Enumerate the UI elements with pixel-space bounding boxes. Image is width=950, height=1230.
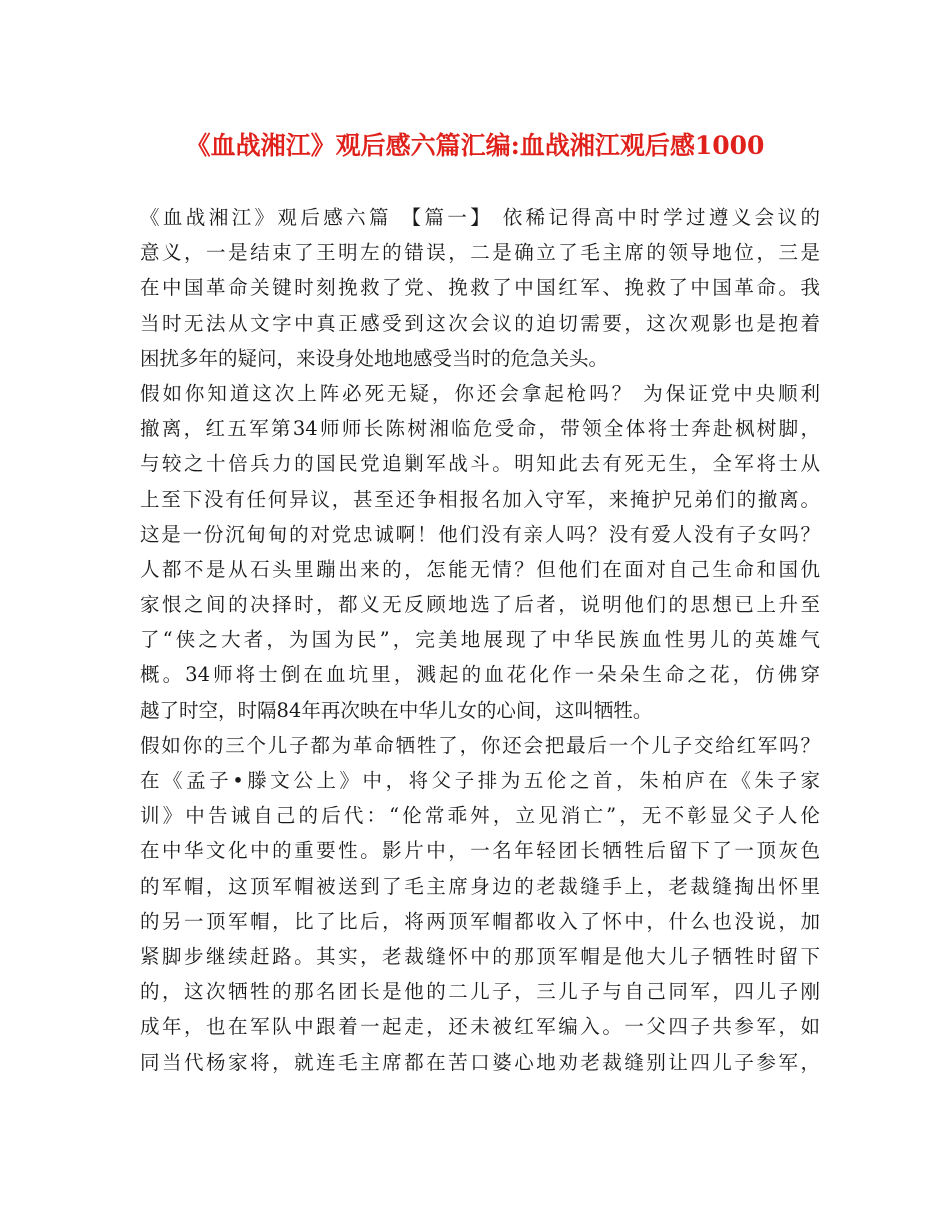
text-line: 紧脚步继续赶路。其实，老裁缝怀中的那顶军帽是他大儿子牺牲时留下 bbox=[140, 944, 820, 968]
text-line: 这是一份沉甸甸的对党忠诚啊！他们没有亲人吗？没有爱人没有子女吗？ bbox=[140, 522, 820, 546]
text-line: 在中华文化中的重要性。影片中，一名年轻团长牺牲后留下了一顶灰色 bbox=[140, 839, 820, 863]
text-line: 假如你知道这次上阵必死无疑，你还会拿起枪吗？ 为保证党中央顺利 bbox=[140, 381, 820, 405]
text-line: 人都不是从石头里蹦出来的，怎能无情？但他们在面对自己生命和国仇 bbox=[140, 557, 820, 581]
text-line: 假如你的三个儿子都为革命牺牲了，你还会把最后一个儿子交给红军吗？ bbox=[140, 733, 820, 757]
text-line: 的另一顶军帽，比了比后，将两顶军帽都收入了怀中，什么也没说，加 bbox=[140, 909, 820, 933]
text-line: 撤离，红五军第34师师长陈树湘临危受命，带领全体将士奔赴枫树脚， bbox=[140, 417, 820, 441]
text-line: 在中国革命关键时刻挽救了党、挽救了中国红军、挽救了中国革命。我 bbox=[140, 276, 820, 300]
text-line: 成年，也在军队中跟着一起走，还未被红军编入。一父四子共参军，如 bbox=[140, 1015, 820, 1039]
text-line: 概。34师将士倒在血坑里，溅起的血花化作一朵朵生命之花，仿佛穿 bbox=[140, 663, 820, 687]
text-line: 的军帽，这顶军帽被送到了毛主席身边的老裁缝手上，老裁缝掏出怀里 bbox=[140, 874, 820, 898]
text-line: 上至下没有任何异议，甚至还争相报名加入守军，来掩护兄弟们的撤离。 bbox=[140, 487, 820, 511]
page-title: 《血战湘江》观后感六篇汇编:血战湘江观后感1000 bbox=[185, 131, 765, 160]
text-line: 与较之十倍兵力的国民党追剿军战斗。明知此去有死无生，全军将士从 bbox=[140, 452, 820, 476]
body-text bbox=[140, 200, 820, 1080]
text-line: 训》中告诫自己的后代：“伦常乖舛，立见消亡”，无不彰显父子人伦 bbox=[140, 804, 820, 828]
text-line: 困扰多年的疑问，来设身处地地感受当时的危急关头。 bbox=[140, 346, 609, 370]
text-line: 了“侠之大者，为国为民”，完美地展现了中华民族血性男儿的英雄气 bbox=[140, 628, 820, 652]
text-line: 《血战湘江》观后感六篇 【篇一】 依稀记得高中时学过遵义会议的 bbox=[140, 206, 820, 229]
text-line: 当时无法从文字中真正感受到这次会议的迫切需要，这次观影也是抱着 bbox=[140, 311, 820, 335]
text-line: 家恨之间的决择时，都义无反顾地选了后者，说明他们的思想已上升至 bbox=[140, 593, 820, 617]
text-line: 意义，一是结束了王明左的错误，二是确立了毛主席的领导地位，三是 bbox=[140, 241, 820, 265]
text-line: 越了时空，时隔84年再次映在中华儿女的心间，这叫牺牲。 bbox=[140, 698, 653, 722]
text-line: 同当代杨家将，就连毛主席都在苦口婆心地劝老裁缝别让四儿子参军， bbox=[140, 1050, 820, 1074]
text-line: 在《孟子•滕文公上》中，将父子排为五伦之首，朱柏庐在《朱子家 bbox=[140, 769, 820, 792]
text-line: 的，这次牺牲的那名团长是他的二儿子，三儿子与自己同军，四儿子刚 bbox=[140, 980, 820, 1004]
